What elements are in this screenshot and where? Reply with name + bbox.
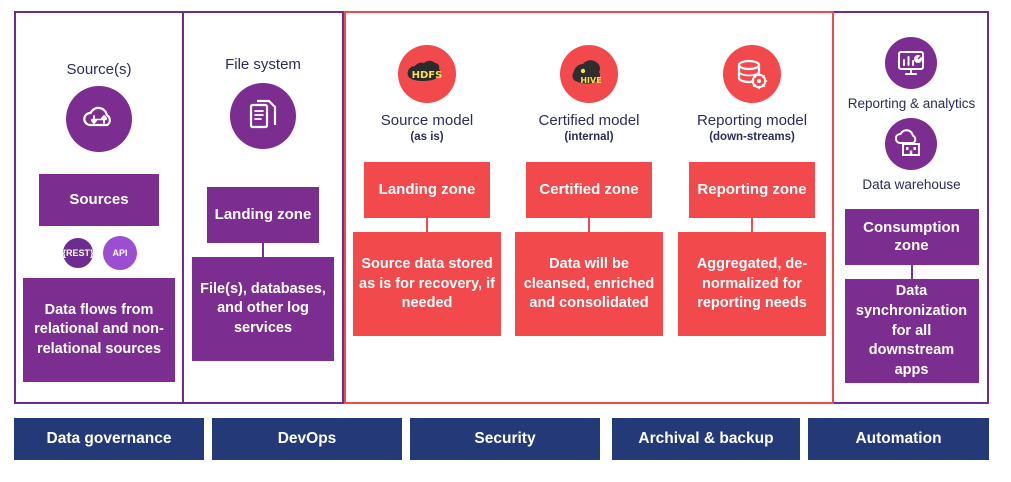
column-certified-model bbox=[508, 13, 670, 402]
source-model-caption-group bbox=[381, 112, 474, 144]
reporting-analytics-label: Reporting & analytics bbox=[847, 96, 976, 111]
bottom-bar-label: Automation bbox=[855, 430, 942, 447]
svg-text:HDFS: HDFS bbox=[411, 70, 443, 81]
certified-model-caption-group bbox=[539, 112, 640, 144]
consumption-zone-box bbox=[845, 209, 979, 265]
file-system-heading: File system bbox=[225, 56, 301, 73]
consumption-description-box bbox=[845, 279, 979, 383]
bottom-bar-devops[interactable] bbox=[212, 418, 402, 460]
sources-badge-row bbox=[61, 236, 137, 270]
rest-badge-icon bbox=[61, 236, 95, 270]
certified-zone-box bbox=[526, 162, 652, 218]
sources-description: Data flows from relational and non-relational sources bbox=[34, 301, 164, 358]
file-system-description-box bbox=[192, 257, 334, 361]
connector-reporting-model bbox=[751, 218, 753, 232]
connector-source-model bbox=[426, 218, 428, 232]
bottom-bar-archival-backup[interactable] bbox=[612, 418, 800, 460]
consumption-icon-stack bbox=[848, 37, 976, 193]
bottom-bar-label: Archival & backup bbox=[638, 430, 774, 447]
api-badge-label: API bbox=[112, 248, 128, 259]
bottom-bar-label: DevOps bbox=[277, 430, 337, 447]
rest-badge-label: {REST} bbox=[62, 248, 94, 259]
reporting-model-description: Aggregated, de-normalized for reporting needs bbox=[696, 256, 808, 312]
landing-zone-label-fs: Landing zone bbox=[214, 206, 312, 224]
reporting-zone-label: Reporting zone bbox=[697, 181, 807, 199]
sources-description-box bbox=[23, 278, 175, 382]
connector-certified-model bbox=[588, 218, 590, 232]
landing-zone-box-fs bbox=[207, 187, 319, 243]
reporting-model-caption-sub: (down-streams) bbox=[709, 131, 795, 144]
reporting-model-description-box bbox=[678, 232, 826, 336]
bottom-bar-security[interactable] bbox=[410, 418, 600, 460]
bottom-bar-label: Security bbox=[474, 430, 536, 447]
certified-zone-label: Certified zone bbox=[539, 181, 639, 199]
bottom-bar-automation[interactable] bbox=[808, 418, 989, 460]
connector-consumption bbox=[911, 265, 913, 279]
certified-model-caption-sub: (internal) bbox=[564, 131, 614, 144]
reporting-model-caption-group bbox=[697, 112, 807, 144]
column-consumption bbox=[836, 13, 987, 402]
bottom-bar-data-governance[interactable] bbox=[14, 418, 204, 460]
landing-zone-box-model bbox=[364, 162, 490, 218]
column-source-model bbox=[346, 13, 508, 402]
api-badge-icon bbox=[103, 236, 137, 270]
landing-zone-label-model: Landing zone bbox=[378, 181, 476, 199]
certified-model-description-box bbox=[515, 232, 663, 336]
connector-file-system bbox=[262, 243, 264, 257]
database-gear-icon bbox=[723, 45, 781, 103]
hadoop-hdfs-icon bbox=[398, 45, 456, 103]
data-warehouse-label: Data warehouse bbox=[862, 177, 961, 193]
certified-model-caption: Certified model bbox=[538, 112, 640, 129]
source-model-description: Source data stored as is for recovery, if needed bbox=[359, 256, 495, 312]
reporting-zone-box bbox=[689, 162, 815, 218]
column-file-system bbox=[182, 13, 344, 402]
bottom-bar-label: Data governance bbox=[46, 430, 172, 447]
file-system-description: File(s), databases, and other log services bbox=[200, 280, 326, 337]
svg-text:HIVE: HIVE bbox=[580, 76, 602, 85]
sources-zone-box bbox=[39, 174, 159, 226]
certified-model-description: Data will be cleansed, enriched and consolidated bbox=[523, 256, 655, 312]
sources-heading: Source(s) bbox=[66, 61, 132, 78]
consumption-zone-label: Consumption zone bbox=[863, 219, 960, 255]
documents-icon bbox=[230, 83, 296, 149]
cloud-data-exchange-icon bbox=[66, 86, 132, 152]
data-warehouse-icon bbox=[885, 118, 937, 170]
apache-hive-icon bbox=[560, 45, 618, 103]
column-sources bbox=[16, 13, 182, 402]
column-reporting-model bbox=[670, 13, 834, 402]
source-model-caption-sub: (as is) bbox=[410, 131, 444, 144]
reporting-analytics-icon bbox=[885, 37, 937, 89]
reporting-model-caption: Reporting model bbox=[696, 112, 808, 129]
sources-zone-label: Sources bbox=[69, 191, 129, 209]
source-model-caption: Source model bbox=[380, 112, 474, 129]
source-model-description-box bbox=[353, 232, 501, 336]
consumption-description: Data synchronization for all downstream apps bbox=[855, 283, 968, 378]
